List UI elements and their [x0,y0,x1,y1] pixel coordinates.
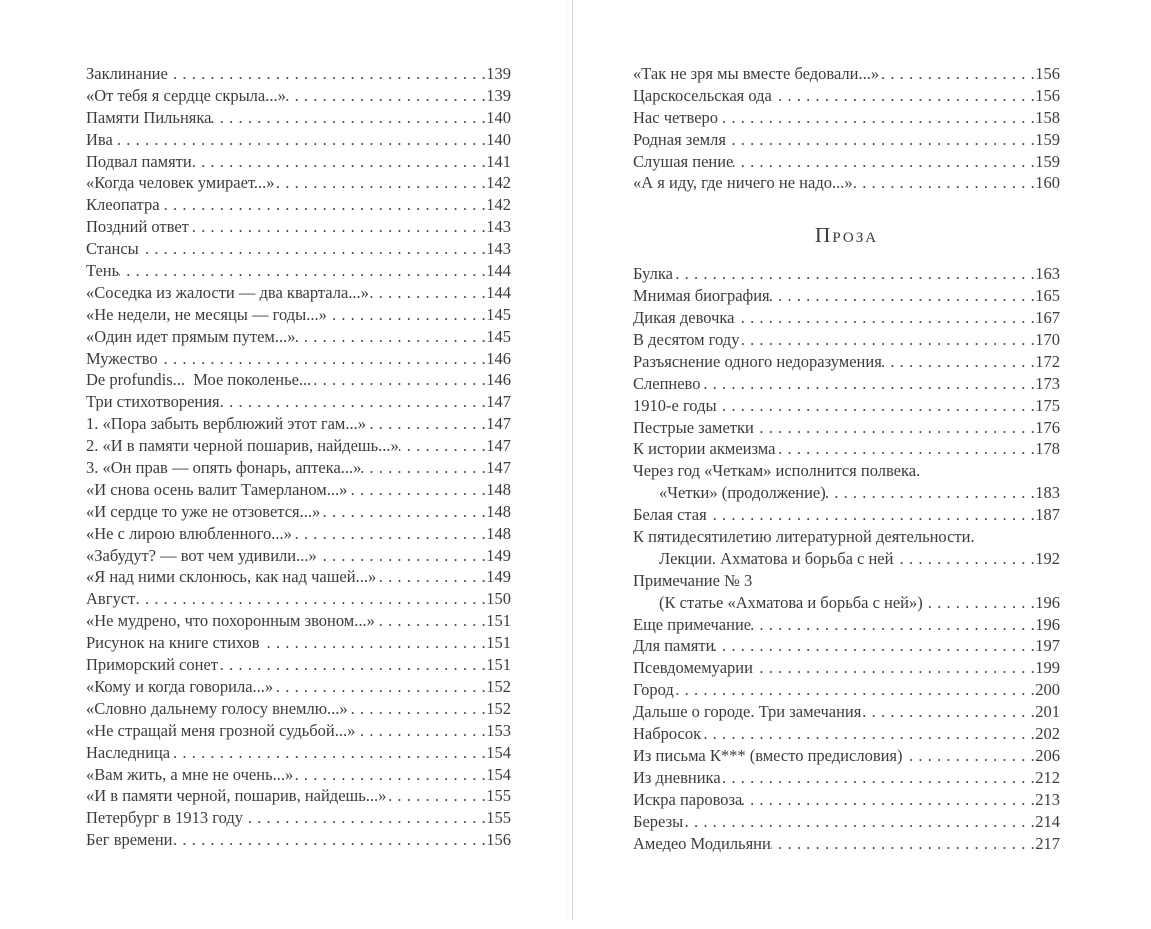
toc-entry-page: 154 [486,742,511,762]
toc-entry-page: 139 [486,85,511,105]
toc-entry [86,435,511,457]
toc-entry [86,698,511,720]
toc-entry-page: 143 [486,239,511,259]
toc-entry-page: 214 [1035,811,1060,831]
toc-entry [633,85,1060,107]
toc-entry-page: 155 [486,808,511,828]
toc-entry-title: Три стихотворения [86,392,220,412]
toc-entry [86,238,511,260]
toc-entry-title: Петербург в 1913 году [86,808,243,828]
toc-entry-title: Родная земля [633,129,726,149]
toc-entry-title: К пятидесятилетию литературной деятельности. [633,527,975,547]
dot-leader [292,523,486,545]
toc-entry-title: Пестрые заметки [633,417,754,437]
toc-entry-title: «Один идет прямым путем...» [86,326,296,346]
toc-entry-page: 163 [1035,264,1060,284]
toc-entry-page: 155 [486,786,511,806]
toc-entry [86,107,511,129]
dot-leader [742,789,1035,811]
toc-entry-page: 144 [486,282,511,302]
toc-entry [86,85,511,107]
toc-entry-title: «Не стращай меня грозной судьбой...» [86,720,356,740]
toc-entry-page: 145 [486,304,511,324]
toc-entry-page: 212 [1035,767,1060,787]
toc-entry-title: 2. «И в памяти черной пошарив, найдешь...» [86,436,399,456]
toc-entry [633,614,1060,636]
toc-entry [86,282,511,304]
toc-entry-page: 170 [1035,330,1060,350]
toc-entry-title: Заклинание [86,64,168,83]
dot-leader [119,260,486,282]
dot-leader [701,723,1035,745]
toc-entry-page: 213 [1035,789,1060,809]
dot-leader [707,504,1036,526]
toc-entry-page: 201 [1035,702,1060,722]
toc-entry [633,263,1060,285]
toc-entry-title: Рисунок на книге стихов [86,633,260,653]
toc-entry-title: «Когда человек умирает...» [86,173,275,193]
toc-entry-page: 154 [486,764,511,784]
toc-entry [86,807,511,829]
toc-entry-title: Набросок [633,724,702,744]
toc-entry-page: 200 [1035,680,1060,700]
toc-entry-title: Мнимая биография [633,286,770,306]
toc-entry [633,417,1060,439]
toc-entry-title: В десятом году [633,330,740,350]
toc-entry-page: 202 [1035,724,1060,744]
toc-entry-page: 183 [1035,483,1060,503]
dot-leader [295,326,486,348]
toc-entry-page: 175 [1035,395,1060,415]
toc-entry-page: 146 [486,348,511,368]
toc-entry [633,526,1060,548]
toc-entry-page: 149 [486,567,511,587]
toc-entry-title: 1910-е годы [633,395,717,415]
toc-entry [633,351,1060,373]
toc-entry-page: 178 [1035,439,1060,459]
toc-entry [86,304,511,326]
dot-leader [168,63,486,85]
dot-leader [714,635,1035,657]
toc-entry [633,833,1060,855]
toc-entry [633,482,1060,504]
dot-leader [735,307,1036,329]
dot-leader [347,479,486,501]
dot-leader [903,745,1036,767]
toc-entry-title: «Четки» (продолжение) [659,483,826,503]
toc-entry-title: Для памяти [633,636,715,656]
toc-entry-title: Дикая девочка [633,308,735,328]
dot-leader [771,833,1035,855]
toc-entry-page: 140 [486,129,511,149]
toc-entry [86,172,511,194]
toc-entry-title: Стансы [86,239,139,259]
toc-entry [633,107,1060,129]
toc-entry-page: 153 [486,720,511,740]
toc-entry-page: 167 [1035,308,1060,328]
toc-page-left [0,0,572,851]
dot-leader [386,785,486,807]
dot-leader [260,632,487,654]
toc-entry [633,285,1060,307]
toc-entry [86,632,511,654]
toc-entry-page: 196 [1035,614,1060,634]
toc-entry [86,720,511,742]
toc-entry-title: «И снова осень валит Тамерланом...» [86,479,348,499]
toc-entry-title: Август [86,589,136,609]
dot-leader [320,501,486,523]
toc-entry [633,373,1060,395]
toc-entry [86,523,511,545]
dot-leader [751,614,1035,636]
toc-list-right-top [633,63,1060,194]
dot-leader [317,545,487,567]
toc-entry [86,545,511,567]
toc-entry-page: 144 [486,261,511,281]
toc-entry-page: 159 [1035,151,1060,171]
toc-entry [633,395,1060,417]
dot-leader [355,720,486,742]
toc-entry-page: 147 [486,458,511,478]
dot-leader [327,304,486,326]
toc-entry-title: Псевдомемуарии [633,658,753,678]
dot-leader [739,329,1035,351]
toc-entry-title: Белая стая [633,505,707,525]
toc-entry-title: Слушая пение [633,151,734,171]
toc-entry-page: 156 [486,830,511,850]
dot-leader [717,395,1036,417]
toc-entry [86,566,511,588]
toc-entry [633,329,1060,351]
toc-entry [633,657,1060,679]
toc-entry-page: 151 [486,633,511,653]
toc-entry-page: 160 [1035,173,1060,193]
toc-entry [86,348,511,370]
dot-leader [893,548,1035,570]
dot-leader [375,610,486,632]
dot-leader [399,435,486,457]
dot-leader [311,369,486,391]
toc-entry-title: De profundis... Мое поколенье... [86,370,312,390]
toc-entry [633,151,1060,173]
toc-entry [86,413,511,435]
toc-entry-title: Ива [86,129,113,149]
dot-leader [172,829,486,851]
toc-entry-page: 142 [486,195,511,215]
dot-leader [160,194,487,216]
toc-entry [633,701,1060,723]
toc-entry-page: 158 [1035,107,1060,127]
toc-entry-title: Слепнево [633,373,701,393]
toc-entry [86,326,511,348]
toc-entry-title: «А я иду, где ничего не надо...» [633,173,853,193]
dot-leader [192,151,487,173]
dot-leader [361,457,486,479]
toc-entry-page: 206 [1035,745,1060,765]
toc-entry [633,635,1060,657]
toc-entry-page: 150 [486,589,511,609]
toc-entry [633,172,1060,194]
toc-entry-title: 1. «Пора забыть верблюжий этот гам...» [86,414,366,434]
toc-entry-title: Разъяснение одного недоразумения [633,351,882,371]
toc-entry-title: Клеопатра [86,195,160,215]
toc-entry-title: «Забудут? — вот чем удивили...» [86,545,317,565]
dot-leader [721,767,1036,789]
toc-entry [633,767,1060,789]
dot-leader [683,811,1035,833]
toc-entry [86,654,511,676]
toc-entry-page: 140 [486,107,511,127]
toc-entry-page: 146 [486,370,511,390]
dot-leader [293,764,486,786]
toc-entry-page: 147 [486,414,511,434]
toc-entry-title: «Так не зря мы вместе бедовали...» [633,64,880,83]
dot-leader [158,348,487,370]
toc-entry-title: Тень [86,261,120,281]
toc-entry [633,592,1060,614]
dot-leader [770,285,1036,307]
toc-entry-page: 151 [486,611,511,631]
toc-entry-title: «Вам жить, а мне не очень...» [86,764,294,784]
toc-entry [633,548,1060,570]
toc-entry-title: Из письма К*** (вместо предисловия) [633,745,903,765]
toc-entry-title: Через год «Четкам» исполнится полвека. [633,461,921,481]
dot-leader [189,216,486,238]
dot-leader [211,107,486,129]
toc-entry-title: Искра паровоза [633,789,743,809]
dot-leader [674,679,1035,701]
dot-leader [772,85,1035,107]
toc-entry-title: «Не с лирою влюбленного...» [86,523,292,543]
dot-leader [170,742,486,764]
dot-leader [726,129,1035,151]
toc-entry-page: 199 [1035,658,1060,678]
dot-leader [113,129,486,151]
dot-leader [376,566,486,588]
toc-entry [86,785,511,807]
toc-entry-page: 142 [486,173,511,193]
toc-page-right [573,0,1151,854]
toc-entry-title: Поздний ответ [86,217,189,237]
dot-leader [273,676,486,698]
toc-entry-page: 148 [486,479,511,499]
dot-leader [139,238,486,260]
toc-entry-page: 152 [486,676,511,696]
dot-leader [366,413,486,435]
toc-entry [633,63,1060,85]
dot-leader [733,151,1035,173]
toc-entry [86,588,511,610]
toc-list-right-bottom [633,263,1060,854]
toc-entry-title: «Не мудрено, что похоронным звоном...» [86,611,375,631]
toc-entry-title: «Не недели, не месяцы — годы...» [86,304,327,324]
toc-entry-page: 148 [486,501,511,521]
toc-entry-page: 148 [486,523,511,543]
toc-entry-page: 139 [486,64,511,83]
toc-entry-title: «Я над ними склонюсь, как над чашей...» [86,567,377,587]
toc-entry-page: 192 [1035,548,1060,568]
toc-entry [633,723,1060,745]
toc-entry [86,260,511,282]
toc-entry-title: (К статье «Ахматова и борьба с ней») [659,592,923,612]
toc-entry-page: 156 [1035,85,1060,105]
toc-entry-page: 159 [1035,129,1060,149]
toc-entry-page: 187 [1035,505,1060,525]
toc-entry-title: Царскосельская ода [633,85,772,105]
toc-entry-page: 147 [486,392,511,412]
dot-leader [853,172,1036,194]
toc-entry [633,811,1060,833]
toc-entry [86,151,511,173]
dot-leader [775,438,1035,460]
toc-entry-title: «Словно дальнему голосу внемлю...» [86,698,348,718]
toc-entry [633,745,1060,767]
toc-entry-title: «И сердце то уже не отзовется...» [86,501,321,521]
dot-leader [673,263,1035,285]
toc-entry-page: 149 [486,545,511,565]
toc-entry-title: Мужество [86,348,158,368]
toc-entry [86,129,511,151]
toc-entry-page: 147 [486,436,511,456]
dot-leader [753,657,1035,679]
dot-leader [220,391,487,413]
toc-entry-page: 197 [1035,636,1060,656]
toc-entry [633,504,1060,526]
dot-leader [218,654,486,676]
toc-entry [86,369,511,391]
toc-entry-page: 141 [486,151,511,171]
dot-leader [826,482,1036,504]
toc-entry [86,610,511,632]
toc-entry [86,764,511,786]
toc-entry-title: Еще примечание [633,614,752,634]
dot-leader [700,373,1035,395]
toc-entry-page: 217 [1035,833,1060,853]
toc-entry-title: Город [633,680,674,700]
toc-entry-title: Амедео Модильяни [633,833,771,853]
toc-entry [86,194,511,216]
toc-entry [633,460,1060,482]
toc-entry-title: «Кому и когда говорила...» [86,676,274,696]
dot-leader [754,417,1035,439]
toc-entry [633,679,1060,701]
toc-entry-page: 145 [486,326,511,346]
toc-entry-title: К истории акмеизма [633,439,776,459]
toc-entry-title: Бег времени [86,830,173,850]
dot-leader [243,807,486,829]
toc-entry [86,457,511,479]
dot-leader [286,85,486,107]
dot-leader [718,107,1035,129]
toc-entry-page: 176 [1035,417,1060,437]
dot-leader [923,592,1036,614]
toc-entry-title: Памяти Пильняка [86,107,212,127]
dot-leader [348,698,487,720]
toc-entry-title: 3. «Он прав — опять фонарь, аптека...» [86,458,362,478]
toc-entry-page: 196 [1035,592,1060,612]
toc-entry-title: Из дневника [633,767,721,787]
toc-entry [86,501,511,523]
toc-entry-page: 156 [1035,64,1060,83]
toc-entry-title: Березы [633,811,684,831]
toc-entry-page: 152 [486,698,511,718]
toc-entry-title: Подвал памяти [86,151,192,171]
toc-entry-title: Лекции. Ахматова и борьба с ней [659,548,894,568]
dot-leader [135,588,486,610]
toc-entry-title: Примечание № 3 [633,570,753,590]
dot-leader [861,701,1035,723]
toc-entry [633,789,1060,811]
toc-entry [633,129,1060,151]
toc-entry [86,676,511,698]
toc-entry [86,479,511,501]
toc-entry-title: Приморский сонет [86,655,218,675]
toc-entry-title: Наследница [86,742,171,762]
toc-entry [86,391,511,413]
dot-leader [879,63,1035,85]
toc-entry [86,63,511,85]
toc-entry-page: 172 [1035,351,1060,371]
toc-entry-title: «От тебя я сердце скрыла...» [86,85,286,105]
toc-entry-title: «Соседка из жалости — два квартала...» [86,282,369,302]
toc-entry [86,742,511,764]
dot-leader [369,282,486,304]
dot-leader [882,351,1035,373]
toc-entry-title: «И в памяти черной, пошарив, найдешь...» [86,786,387,806]
toc-entry [86,216,511,238]
toc-entry [633,438,1060,460]
toc-entry-page: 165 [1035,286,1060,306]
toc-entry-title: Дальше о городе. Три замечания [633,702,862,722]
section-heading-proza: Проза [814,223,879,248]
toc-entry [86,829,511,851]
dot-leader [275,172,487,194]
toc-entry-title: Булка [633,264,673,284]
toc-list-left [86,63,511,851]
toc-entry-page: 143 [486,217,511,237]
toc-entry [633,570,1060,592]
toc-entry-page: 151 [486,655,511,675]
toc-entry-page: 173 [1035,373,1060,393]
toc-entry-title: Нас четверо [633,107,719,127]
toc-entry [633,307,1060,329]
